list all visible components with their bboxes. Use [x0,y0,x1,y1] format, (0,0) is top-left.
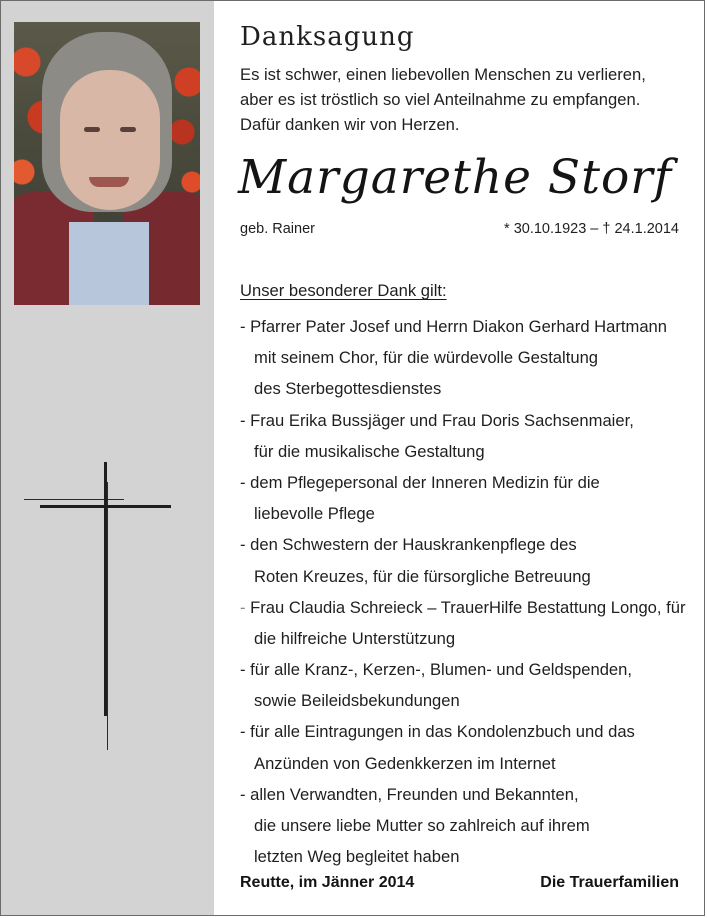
birth-name: geb. Rainer [240,221,315,237]
intro-line: Dafür danken wir von Herzen. [240,115,460,134]
list-item-continuation: letzten Weg begleitet haben [254,847,460,867]
list-item-continuation: sowie Beileidsbekundungen [254,691,460,711]
list-item [240,716,695,747]
list-item [240,779,695,810]
list-item [240,592,695,623]
smile [89,177,129,187]
list-item-continuation: des Sterbegottesdienstes [254,379,442,399]
thanks-title: Unser besonderer Dank gilt: [240,281,447,300]
list-item [240,311,695,342]
list-dash: - [240,784,251,804]
intro-line: aber es ist tröstlich so viel Anteilnahme zu empfangen. [240,90,641,109]
list-item-continuation: die unsere liebe Mutter so zahlreich auf ihrem [254,816,590,835]
list-dash: - [240,722,251,742]
list-item-continuation: für die musikalische Gestaltung [254,441,485,461]
signature: Die Trauerfamilien [540,874,679,891]
cross-icon-thin-bar [24,499,124,500]
list-dash: - [240,410,251,430]
intro-line: Es ist schwer, einen liebevollen Menschen zu verlieren, [240,65,646,84]
list-item-text: den Schwestern der Hauskrankenpflege des [250,535,577,555]
life-dates: * 30.10.1923 – † 24.1.2014 [504,221,679,237]
list-item-text: Frau Erika Bussjäger und Frau Doris Sachsenmaier, [250,410,634,430]
page-title: Danksagung [240,22,415,52]
thanks-list [240,311,695,872]
list-item-continuation: liebevolle Pflege [254,504,375,524]
portrait-photo [14,22,200,305]
list-item-text: dem Pflegepersonal der Inneren Medizin für die [250,472,600,492]
face [60,70,160,210]
list-dash: - [240,472,251,492]
list-item [240,654,695,685]
list-item-text: Pfarrer Pater Josef und Herrn Diakon Gerhard Hartmann [250,317,668,336]
list-item-continuation: Roten Kreuzes, für die fürsorgliche Betreuung [254,566,591,586]
list-item-text: für alle Eintragungen in das Kondolenzbuch und das [250,722,635,742]
list-item [240,405,695,436]
deceased-name: Margarethe Storf [238,150,673,205]
list-item-continuation: die hilfreiche Unterstützung [254,628,456,648]
list-item [240,467,695,498]
list-item-text: für alle Kranz-, Kerzen-, Blumen- und Geldspenden, [250,660,632,680]
list-item-continuation: mit seinem Chor, für die würdevolle Gestaltung [254,348,599,368]
eye-right [120,127,136,132]
list-item-text: Frau Claudia Schreieck – TrauerHilfe Bestattung Longo, für [250,597,686,617]
intro-text [240,62,690,137]
list-dash: - [240,660,251,680]
cross-icon-bar [40,505,171,508]
cross-icon-post [104,462,107,716]
list-item [240,529,695,560]
list-item-continuation: Anzünden von Gedenkkerzen im Internet [254,753,556,773]
list-dash: - [240,597,251,617]
list-dash: - [240,535,251,555]
eye-left [84,127,100,132]
place-and-date: Reutte, im Jänner 2014 [240,874,415,891]
collar [69,222,149,305]
list-item-text: allen Verwandten, Freunden und Bekannten, [250,784,579,804]
list-dash: - [240,317,251,336]
cross-icon-thin-post [107,482,108,750]
